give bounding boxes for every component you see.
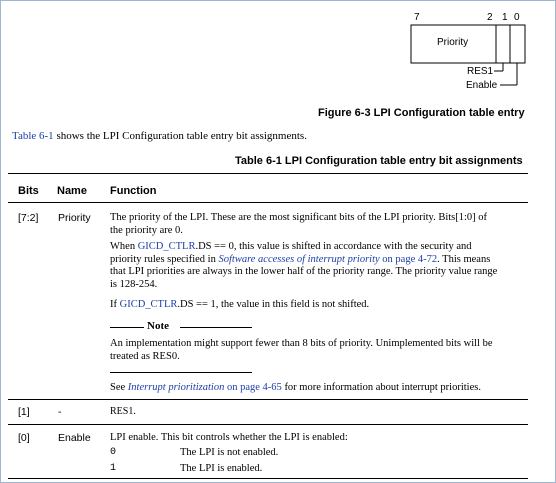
note-end-rule xyxy=(110,372,252,373)
priority-line: the priority are 0. xyxy=(110,224,183,236)
table-top-rule xyxy=(8,173,528,174)
interrupt-prioritization-link[interactable]: Interrupt prioritization xyxy=(127,382,225,393)
figure-caption: Figure 6-3 LPI Configuration table entry xyxy=(318,107,525,119)
bit-label-1: 1 xyxy=(502,12,508,23)
interrupt-prioritization-page[interactable]: on page 4-65 xyxy=(224,382,282,393)
intro-paragraph xyxy=(12,130,307,142)
bit-label-7: 7 xyxy=(414,12,420,23)
gicd-ctlr-link[interactable]: GICD_CTLR xyxy=(137,241,196,252)
row-priority-name: Priority xyxy=(58,212,91,224)
enable-label: Enable xyxy=(466,80,498,91)
gicd-ctlr-link[interactable]: GICD_CTLR xyxy=(119,299,178,310)
header-function: Function xyxy=(110,185,157,197)
software-accesses-page[interactable]: on page 4-72 xyxy=(379,253,438,265)
software-accesses-link[interactable]: Software accesses of interrupt priority xyxy=(218,253,380,265)
row-enable-function: LPI enable. This bit controls whether the LPI is enabled: xyxy=(110,432,348,443)
bit-label-0: 0 xyxy=(514,12,520,23)
row-rule xyxy=(8,424,528,425)
table-6-1-link[interactable]: Table 6-1 xyxy=(12,130,54,142)
priority-shift-paragraph: When GICD_CTLR.DS == 0, this value is shifted in accordance with the security and priority rules specified in Software accesses of interrupt priority on page 4-72. This means that LPI priorities are always in the lower half of the priority range. The priority value range is 128-254. xyxy=(110,241,498,290)
row-priority-bits: [7:2] xyxy=(18,212,39,224)
priority-description xyxy=(110,212,487,237)
note-title: Note xyxy=(147,320,169,332)
enable-value-desc: The LPI is enabled. xyxy=(180,463,263,474)
header-name: Name xyxy=(57,185,87,197)
note-text: An implementation might support fewer than 8 bits of priority. Unimplemented bits will be treated as RES0. xyxy=(110,338,493,362)
header-rule xyxy=(8,202,528,203)
row-rule xyxy=(8,399,528,400)
enable-value-desc: The LPI is not enabled. xyxy=(180,447,279,458)
enable-value: 0 xyxy=(110,447,117,458)
see-also-paragraph: See Interrupt prioritization on page 4-65 for more information about interrupt priorities. xyxy=(110,382,481,393)
table-title: Table 6-1 LPI Configuration table entry bit assignments xyxy=(235,155,523,167)
bit-label-2: 2 xyxy=(487,12,493,23)
row-res1-function: RES1. xyxy=(110,406,136,417)
priority-line: The priority of the LPI. These are the most significant bits of the LPI priority. Bits[1:0] of xyxy=(110,212,488,223)
priority-field-label: Priority xyxy=(437,37,469,48)
res1-label: RES1 xyxy=(467,66,494,77)
enable-value: 1 xyxy=(110,463,117,474)
note-rule-right xyxy=(180,327,252,328)
note-rule-left xyxy=(110,327,144,328)
intro-text: shows the LPI Configuration table entry bit assignments. xyxy=(53,130,307,142)
row-enable-name: Enable xyxy=(58,432,91,444)
priority-noshift-paragraph: If GICD_CTLR.DS == 1, the value in this field is not shifted. xyxy=(110,299,370,310)
row-res1-name: - xyxy=(58,406,62,418)
table-bottom-rule xyxy=(8,478,528,479)
row-enable-bits: [0] xyxy=(18,432,30,444)
row-res1-bits: [1] xyxy=(18,406,30,418)
header-bits: Bits xyxy=(18,185,39,197)
